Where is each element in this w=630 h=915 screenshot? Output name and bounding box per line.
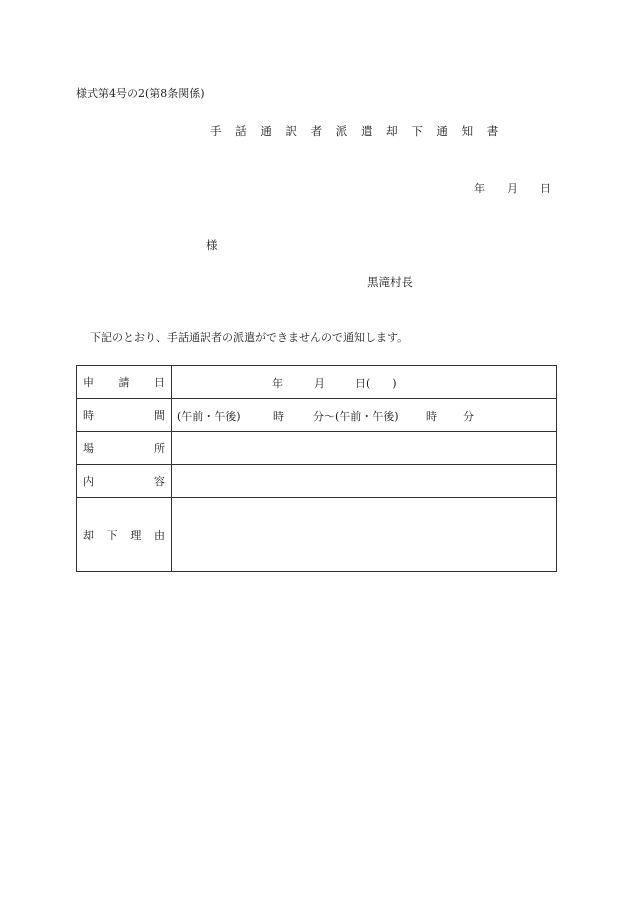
table-row-rejection-reason [77,498,557,572]
rejection-reason-field[interactable] [172,498,557,572]
notice-text: 下記のとおり、手話通訳者の派遣ができませんので通知します。 [90,331,409,344]
document-title [210,123,503,139]
start-hour: 時 [273,410,284,423]
issue-date [474,180,551,196]
table-row-content [77,465,557,498]
sender-name: 黒滝村長 [367,275,413,289]
row-label: 内 容 [77,465,172,498]
title-char: 者 [310,124,328,138]
content-field[interactable] [172,465,557,498]
row-label: 却 下 理 由 [77,498,172,572]
place-field[interactable] [172,432,557,465]
title-char: 知 [461,124,479,138]
form-number: 様式第4号の2(第8条関係) [76,87,205,100]
title-char: 訳 [285,124,302,138]
title-char: 却 [386,124,403,138]
end-minute: 分 [463,410,474,423]
time-field[interactable] [172,399,557,432]
title-char: 派 [335,124,353,138]
end-hour: 時 [426,410,437,423]
title-char: 書 [486,124,504,138]
application-day: 日( ) [355,377,397,390]
start-ampm: (午前・午後) [177,410,241,423]
application-year: 年 [272,377,283,390]
table-row-time [77,399,557,432]
addressee-honorific: 様 [206,238,218,252]
title-char: 通 [260,124,277,138]
row-label: 申 請 日 [77,366,172,399]
row-label: 場 所 [77,432,172,465]
issue-date-day: 日 [540,182,551,195]
title-char: 遣 [360,124,378,138]
issue-date-month: 月 [507,182,518,195]
table-row-place [77,432,557,465]
title-char: 下 [411,124,428,138]
application-month: 月 [314,377,325,390]
row-label: 時 間 [77,399,172,432]
title-char: 話 [235,124,252,138]
title-char: 手 [210,124,227,138]
start-minute-to: 分〜(午前・午後) [313,410,399,423]
detail-table [76,365,557,572]
title-char: 通 [436,124,453,138]
table-row-application-date [77,366,557,399]
issue-date-year: 年 [474,182,485,195]
application-date-field[interactable] [172,366,557,399]
